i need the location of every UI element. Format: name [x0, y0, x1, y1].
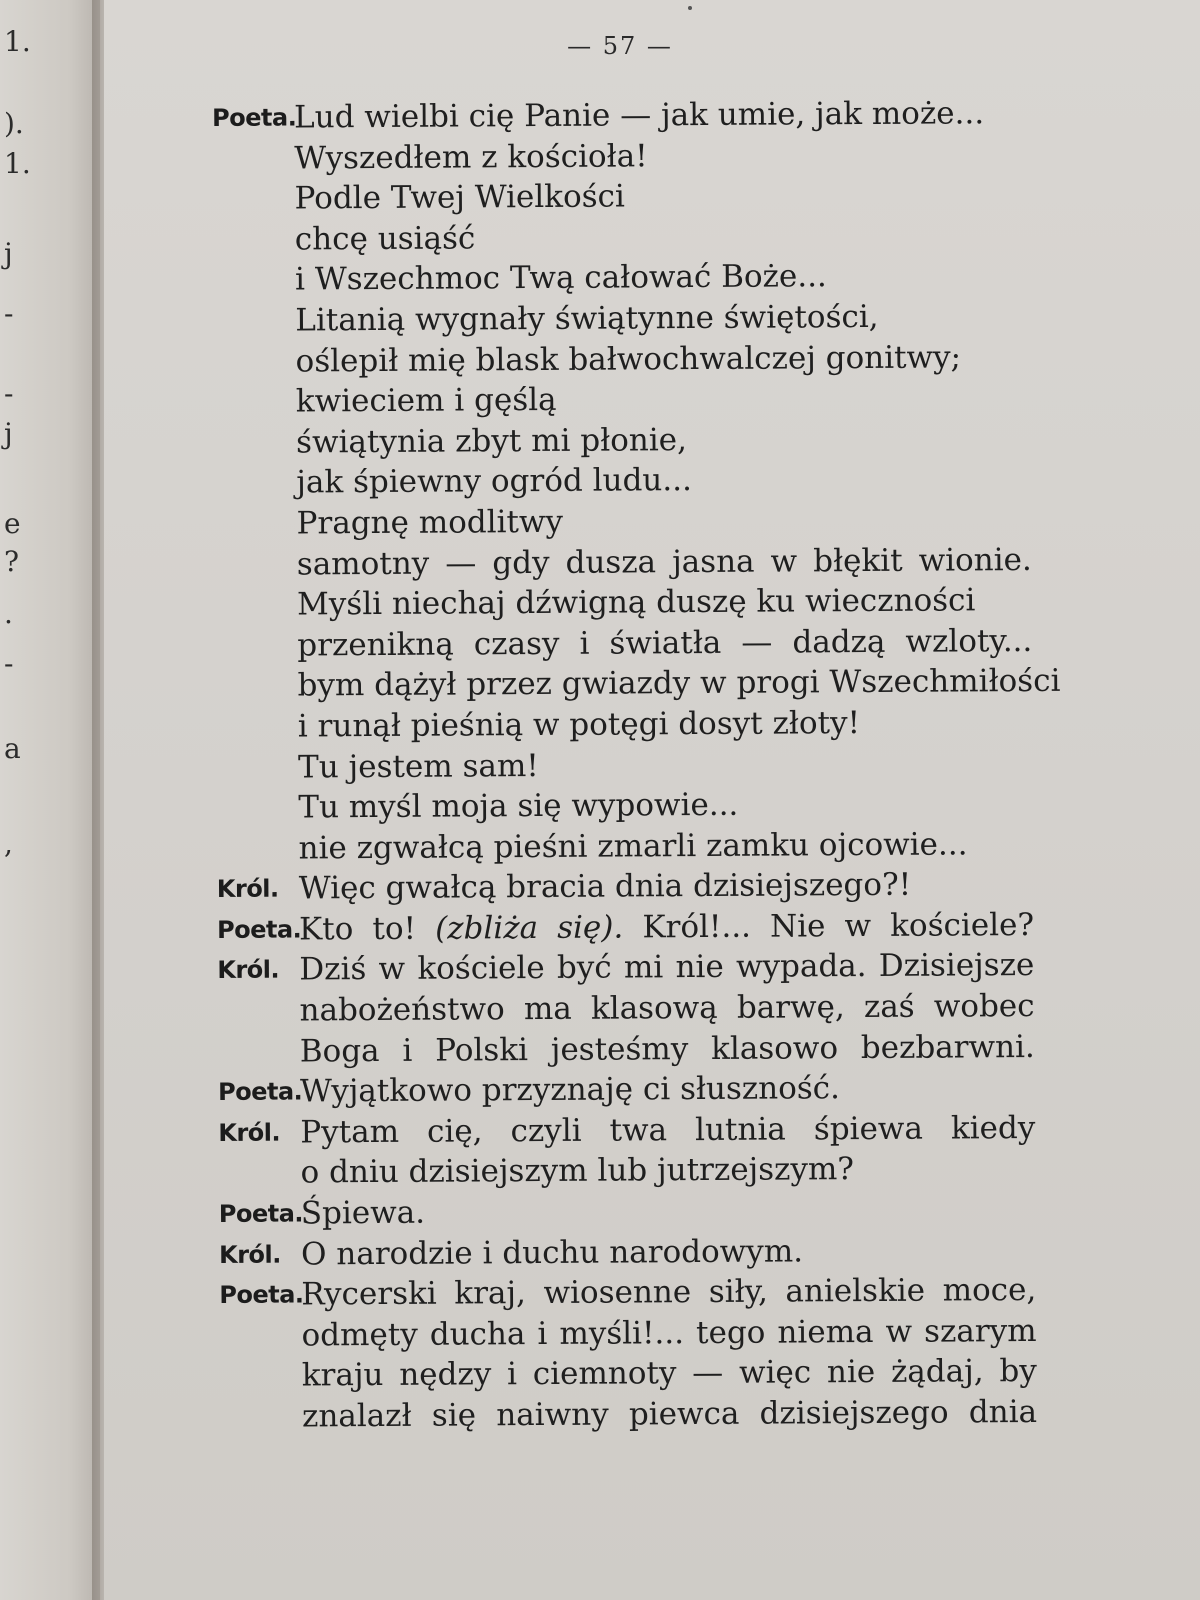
line-text: chcę usiąść: [294, 220, 476, 258]
line-text: jak śpiewny ogród ludu...: [296, 462, 693, 501]
text-line: [215, 539, 1045, 585]
text-line: [218, 1027, 1048, 1073]
line-text-part: Król!... Nie w kościele?: [642, 906, 1035, 946]
line-text: samotny — gdy dusza jasna w błękit wionie.: [296, 541, 1032, 583]
text-line: [213, 336, 1043, 382]
text-line: [220, 1392, 1050, 1438]
line-text: świątynia zbyt mi płonie,: [295, 421, 688, 461]
left-page-fragment: 1.: [4, 25, 31, 58]
left-page-fragment: j: [4, 417, 13, 450]
line-text: Tu myśl moja się wypowie...: [298, 786, 739, 826]
text-line: [216, 742, 1046, 788]
page-number: — 57 —: [567, 32, 673, 60]
text-line: [213, 255, 1043, 301]
text-line: [212, 93, 1042, 139]
text-line: [214, 499, 1044, 545]
left-page-fragment: a: [4, 732, 21, 765]
left-page-edge: [0, 0, 100, 1600]
line-text: Śpiewa.: [300, 1194, 426, 1232]
line-text: Litanią wygnały świątynne świętości,: [295, 298, 879, 339]
text-line: [218, 1108, 1048, 1154]
text-line: [217, 986, 1047, 1032]
speaker-label: Król.: [218, 1118, 281, 1147]
line-text: Tu jestem sam!: [297, 747, 539, 785]
line-text: Podle Twej Wielkości: [294, 178, 626, 217]
text-line: [217, 905, 1047, 951]
left-page-fragment: -: [4, 377, 14, 410]
speaker-label: Poeta.: [216, 915, 302, 944]
text-line: [213, 296, 1043, 342]
text-line: [219, 1230, 1049, 1276]
speaker-label: Poeta.: [212, 103, 297, 132]
line-text: bym dążył przez gwiazdy w progi Wszechmiłości: [297, 663, 1061, 704]
dialogue-text: [212, 93, 1061, 1438]
line-text: Myśli niechaj dźwigną duszę ku wieczności: [296, 582, 976, 623]
line-text: nie zgwałcą pieśni zmarli zamku ojcowie...: [298, 826, 968, 867]
line-text: kraju nędzy i ciemnoty — więc nie żądaj, by: [301, 1353, 1037, 1394]
left-page-fragment: -: [4, 297, 14, 330]
speaker-label: Król.: [218, 1240, 281, 1269]
line-text: znalazł się naiwny piewca dzisiejszego dnia: [301, 1393, 1038, 1435]
line-text: O narodzie i duchu narodowym.: [300, 1233, 804, 1273]
speaker-label: Król.: [216, 874, 279, 904]
left-page-fragment: ).: [4, 107, 24, 140]
line-text: [299, 905, 1034, 949]
line-text: Dziś w kościele być mi nie wypada. Dzisiejsze: [299, 947, 1035, 988]
text-line: [216, 783, 1046, 829]
line-text: nabożeństwo ma klasową barwę, zaś wobec: [299, 988, 1035, 1029]
text-line: [219, 1270, 1049, 1316]
line-text: odmęty ducha i myśli!... tego niema w szarym: [301, 1312, 1037, 1354]
text-line: [216, 702, 1046, 748]
line-text: oślepił mię blask bałwochwalczej gonitwy;: [295, 338, 962, 380]
text-line: [214, 458, 1044, 504]
line-text: Rycerski kraj, wiosenne siły, anielskie moce,: [301, 1272, 1037, 1313]
line-text: przenikną czasy i światła — dadzą wzloty...: [297, 622, 1033, 664]
stage-direction: (zbliża się).: [435, 909, 624, 947]
text-line: [215, 621, 1045, 667]
line-text: Pragnę modlitwy: [296, 503, 564, 542]
text-line: [217, 945, 1047, 991]
line-text: Więc gwałcą bracia dnia dzisiejszego?!: [298, 867, 912, 907]
line-text: o dniu dzisiejszym lub jutrzejszym?: [300, 1151, 855, 1191]
line-text: Lud wielbi cię Panie — jak umie, jak może...: [294, 95, 985, 136]
speaker-label: Król.: [217, 956, 280, 985]
line-text-part: Kto to!: [298, 910, 417, 948]
text-line: [212, 134, 1042, 180]
left-page-fragment: 1.: [4, 147, 31, 180]
left-page-fragment: ?: [4, 545, 20, 578]
text-line: [212, 174, 1042, 220]
line-text: Pytam cię, czyli twa lutnia śpiewa kiedy: [300, 1109, 1036, 1151]
text-line: [213, 215, 1043, 261]
speaker-label: Poeta.: [217, 1077, 303, 1107]
speaker-label: Poeta.: [218, 1199, 304, 1229]
text-line: [215, 580, 1045, 626]
text-line: [220, 1351, 1050, 1397]
text-line: [219, 1311, 1049, 1357]
text-line: [216, 824, 1046, 870]
line-text: Wyszedłem z kościoła!: [294, 137, 648, 177]
left-page-fragment: -: [4, 647, 14, 680]
paper-speck: [688, 6, 692, 10]
text-line: [215, 661, 1061, 707]
text-line: [218, 1067, 1048, 1113]
line-text: Wyjątkowo przyznaję ci słuszność.: [299, 1070, 841, 1110]
line-text: i runął pieśnią w potęgi dosyt złoty!: [297, 704, 861, 745]
text-line: [219, 1189, 1049, 1235]
line-text: kwieciem i gęślą: [295, 382, 557, 420]
speaker-label: Poeta.: [219, 1280, 304, 1310]
left-page-fragment: .: [4, 597, 13, 630]
text-line: [214, 377, 1044, 423]
text-line: [217, 864, 1047, 910]
line-text: Boga i Polski jesteśmy klasowo bezbarwni.: [299, 1028, 1035, 1070]
text-line: [214, 418, 1044, 464]
left-page-fragment: ,: [4, 827, 13, 860]
left-page-fragment: e: [4, 507, 21, 540]
text-line: [218, 1148, 1048, 1194]
left-page-fragment: j: [4, 237, 13, 270]
line-text: i Wszechmoc Twą całować Boże...: [295, 258, 827, 298]
